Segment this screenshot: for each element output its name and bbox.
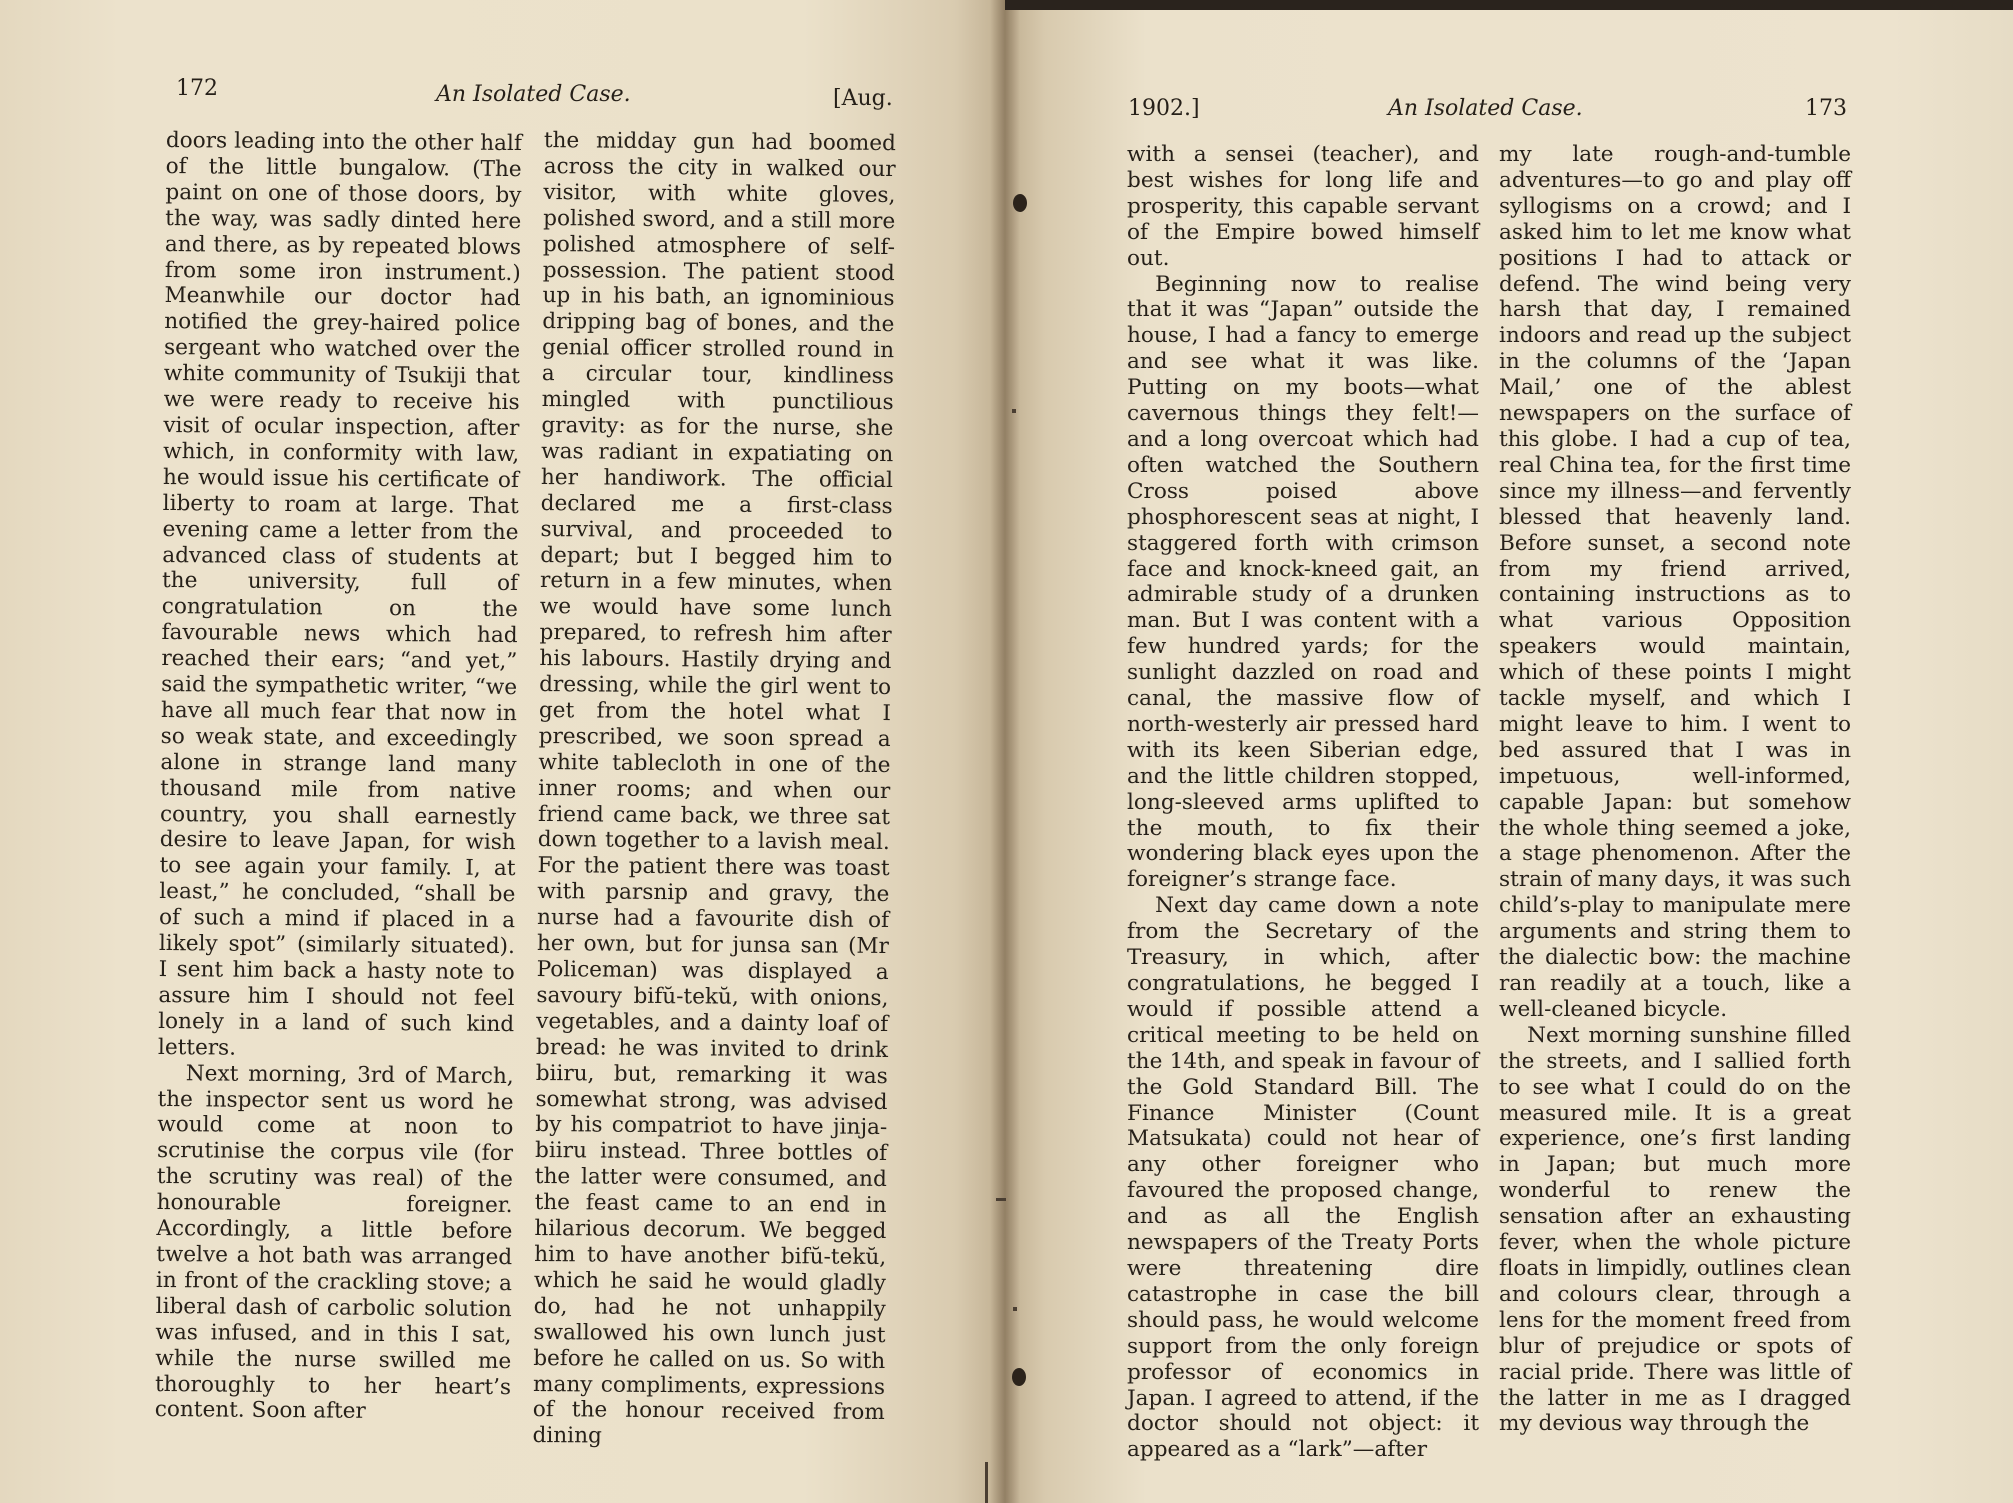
right-page xyxy=(1005,0,2013,1503)
binding-thread xyxy=(996,1198,1006,1201)
running-title-left: An Isolated Case. xyxy=(436,82,631,107)
binding-thread xyxy=(1012,409,1016,413)
running-title-right: An Isolated Case. xyxy=(1388,96,1583,121)
binding-thread xyxy=(1013,1307,1017,1311)
right-column-1 xyxy=(1127,142,1479,1463)
paragraph: my late rough-and-tumble adventures—to go and play off syllogisms on a crowd; and I asked him to let me know what positions I had to attack or defend. The wind being very harsh that day, I remained indoors and read up the subject in the columns of the ‘Japan Mail,’ one of the ablest newspapers on the surface of this globe. I had a cup of tea, real China tea, for the first time since my illness—and fervently blessed that heavenly land. Before sunset, a second note from my friend arrived, containing instructions as to what various Opposition speakers would maintain, which of these points I might tackle myself, and which I might leave to him. I went to bed assured that I was in impetuous, well-informed, capable Japan: but somehow the whole thing seemed a joke, a stage phenomenon. After the strain of many days, it was such child’s-play to manipulate mere arguments and string them to the dialectic bow: the machine ran readily at a touch, like a well-cleaned bicycle. xyxy=(1499,142,1851,1022)
left-column-2 xyxy=(532,128,896,1452)
page-number-right: 173 xyxy=(1805,96,1847,121)
book-gutter xyxy=(990,0,1020,1503)
date-mark-left: [Aug. xyxy=(833,86,893,111)
page-number-left: 172 xyxy=(176,76,218,101)
date-mark-right: 1902.] xyxy=(1128,96,1200,121)
right-column-2 xyxy=(1499,142,1851,1437)
page-top-edge xyxy=(1005,0,2013,10)
binding-hole xyxy=(1012,1368,1026,1386)
left-column-1 xyxy=(155,128,522,1426)
binding-hole xyxy=(1013,194,1027,212)
paragraph: Next morning sunshine filled the streets, and I sallied forth to see what I could do on the measured mile. It is a great experience, one’s first landing in Japan; but much more wonderful to renew the sensation after an exhausting fever, when the whole picture floats in limpidly, outlines clean and colours clear, through a lens for the moment freed from blur of prejudice or spots of racial pride. There was little of the latter in me as I dragged my devious way through the xyxy=(1499,1022,1851,1437)
paragraph: the midday gun had boomed across the city in walked our visitor, with white gloves, polished sword, and a still more polished atmosphere of self-possession. The patient stood up in his bath, an ignominious dripping bag of bones, and the genial officer strolled round in a circular tour, kindliness mingled with punctilious gravity: as for the nurse, she was radiant in expatiating on her handiwork. The official declared me a first-class survival, and proceeded to depart; but I begged him to return in a few minutes, when we would have some lunch prepared, to refresh him after his labours. Hastily drying and dressing, while the girl went to get from the hotel what I prescribed, we soon spread a white tablecloth in one of the inner rooms; and when our friend came back, we three sat down together to a lavish meal. For the patient there was toast with parsnip and gravy, the nurse had a favourite dish of her own, but for junsa san (Mr Policeman) was displayed a savoury bifŭ-tekŭ, with onions, vegetables, and a dainty loaf of bread: he was invited to drink biiru, but, remarking it was somewhat strong, was advised by his compatriot to have jinja-biiru instead. Three bottles of the latter were consumed, and the feast came to an end in hilarious decorum. We begged him to have another bifŭ-tekŭ, which he said he would gladly do, had he not unhappily swallowed his own lunch just before he called on us. So with many compliments, expressions of the honour received from dining xyxy=(532,128,896,1449)
paragraph: Next morning, 3rd of March, the inspector sent us word he would come at noon to scrutinise the corpus vile (for the scrutiny was real) of the honourable foreigner. Accordingly, a little before twelve a hot bath was arranged in front of the crackling stove; a liberal dash of carbolic solution was infused, and in this I sat, while the nurse swilled me thoroughly to her heart’s content. Soon after xyxy=(154,1060,514,1425)
paragraph: doors leading into the other half of the little bungalow. (The paint on one of those doors, by the way, was sadly dinted here and there, as by repeated blows from some iron instrument.) Meanwhile our doctor had notified the grey-haired police sergeant who watched over the white community of Tsukiji that we were ready to receive his visit of ocular inspection, after which, in conformity with law, he would issue his certificate of liberty to roam at large. That evening came a letter from the advanced class of students at the university, full of congratulation on the favourable news which had reached their ears; “and yet,” said the sympathetic writer, “we have all much fear that now in so weak state, and exceedingly alone in strange land many thousand mile from native country, you shall earnestly desire to leave Japan, for wish to see again your family. I, at least,” he concluded, “shall be of such a mind if placed in a likely spot” (similarly situated). I sent him back a hasty note to assure him I should not feel lonely in a land of such kind letters. xyxy=(157,128,522,1061)
paragraph: Beginning now to realise that it was “Japan” outside the house, I had a fancy to emerge and see what it was like. Putting on my boots—what cavernous things they felt!—and a long overcoat which had often watched the Southern Cross poised above phosphorescent seas at night, I staggered forth with crimson face and knock-kneed gait, an admirable study of a drunken man. But I was content with a few hundred yards; for the sunlight dazzled on road and canal, the massive flow of north-westerly air pressed hard with its keen Siberian edge, and the little children stopped, long-sleeved arms uplifted to the mouth, to fix their wondering black eyes upon the foreigner’s strange face. xyxy=(1127,271,1479,893)
left-page xyxy=(0,0,1005,1503)
paragraph: Next day came down a note from the Secretary of the Treasury, in which, after congratulations, he begged I would if possible attend a critical meeting to be held on the 14th, and speak in favour of the Gold Standard Bill. The Finance Minister (Count Matsukata) could not hear of any other foreigner who favoured the proposed change, and as all the English newspapers of the Treaty Ports were threatening dire catastrophe in case the bill should pass, he would welcome support from the only foreign professor of economics in Japan. I agreed to attend, if the doctor should not object: it appeared as a “lark”—after xyxy=(1127,893,1479,1463)
binding-thread xyxy=(985,1462,988,1503)
paragraph: with a sensei (teacher), and best wishes for long life and prosperity, this capable servant of the Empire bowed himself out. xyxy=(1127,142,1479,271)
